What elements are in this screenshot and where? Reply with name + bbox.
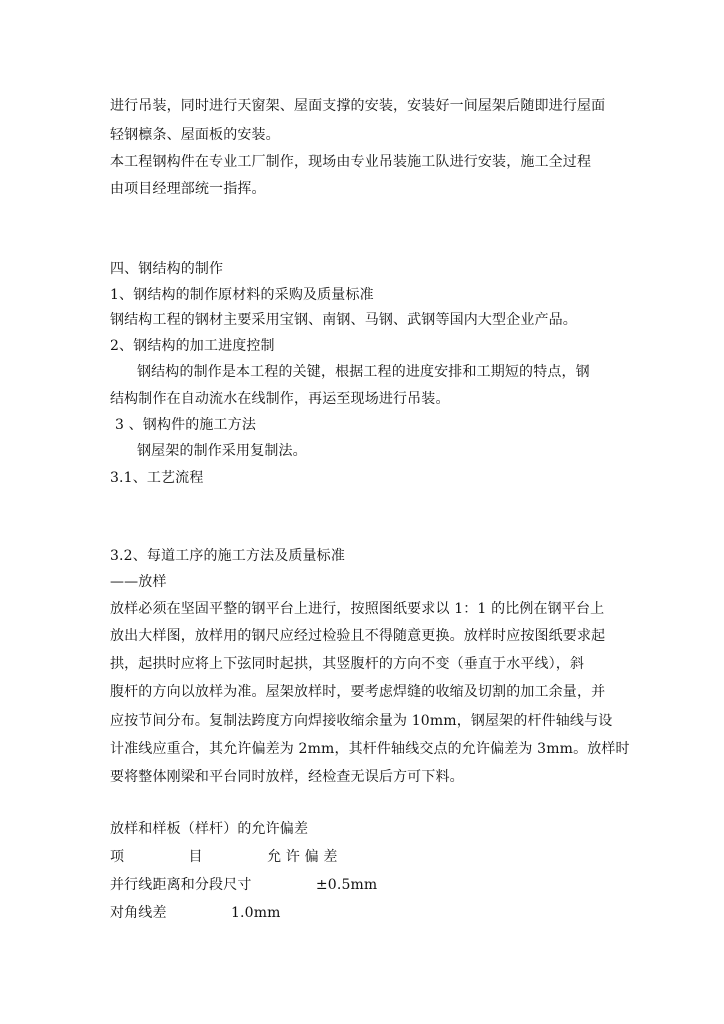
paragraph-line: 放出大样图，放样用的钢尺应经过检验且不得随意更换。放样时应按图纸要求起 xyxy=(110,628,606,644)
item-heading: ——放样 xyxy=(110,574,167,590)
paragraph-line: 要将整体刚梁和平台同时放样，经检查无误后方可下料。 xyxy=(110,769,464,785)
paragraph-line: 钢屋架的制作采用复制法。 xyxy=(137,443,307,459)
table-header: 项 目 允 许 偏 差 xyxy=(110,849,338,865)
paragraph-line: 计准线应重合，其允许偏差为 2mm，其杆件轴线交点的允许偏差为 3mm。放样时 xyxy=(110,741,630,757)
paragraph-line: 本工程钢构件在专业工厂制作，现场由专业吊装施工队进行安装，施工全过程 xyxy=(110,154,592,170)
paragraph-line: 钢结构工程的钢材主要采用宝钢、南钢、马钢、武钢等国内大型企业产品。 xyxy=(110,312,577,328)
paragraph-line: 轻钢檩条、屋面板的安装。 xyxy=(110,127,280,143)
paragraph-line: 拱，起拱时应将上下弦同时起拱，其竖腹杆的方向不变（垂直于水平线），斜 xyxy=(110,656,585,672)
subsection-heading: 1、钢结构的制作原材料的采购及质量标准 xyxy=(110,287,374,303)
paragraph-line: 钢结构的制作是本工程的关键，根据工程的进度安排和工期短的特点，钢 xyxy=(137,364,590,380)
table-row: 对角线差 1.0mm xyxy=(110,905,281,921)
paragraph-line: 结构制作在自动流水在线制作，再运至现场进行吊装。 xyxy=(110,391,450,407)
table-title: 放样和样板（样杆）的允许偏差 xyxy=(110,821,309,837)
subsection-heading: 2、钢结构的加工进度控制 xyxy=(110,338,275,354)
paragraph-line: 应按节间分布。复制法跨度方向焊接收缩余量为 10mm，钢屋架的杆件轴线与设 xyxy=(110,713,613,729)
paragraph-line: 放样必须在坚固平整的钢平台上进行，按照图纸要求以 1：1 的比例在钢平台上 xyxy=(110,601,605,617)
paragraph-line: 腹杆的方向以放样为准。屋架放样时，要考虑焊缝的收缩及切割的加工余量，并 xyxy=(110,684,606,700)
paragraph-line: 由项目经理部统一指挥。 xyxy=(110,181,266,197)
paragraph-line: 进行吊装，同时进行天窗架、屋面支撑的安装，安装好一间屋架后随即进行屋面 xyxy=(110,98,606,114)
subsection-heading: 3.2、每道工序的施工方法及质量标准 xyxy=(110,548,345,564)
table-row: 并行线距离和分段尺寸 ±0.5mm xyxy=(110,877,378,893)
section-heading: 四、钢结构的制作 xyxy=(110,261,224,277)
subsection-heading: 3 、钢构件的施工方法 xyxy=(115,417,257,433)
subsection-heading: 3.1、工艺流程 xyxy=(110,470,204,486)
